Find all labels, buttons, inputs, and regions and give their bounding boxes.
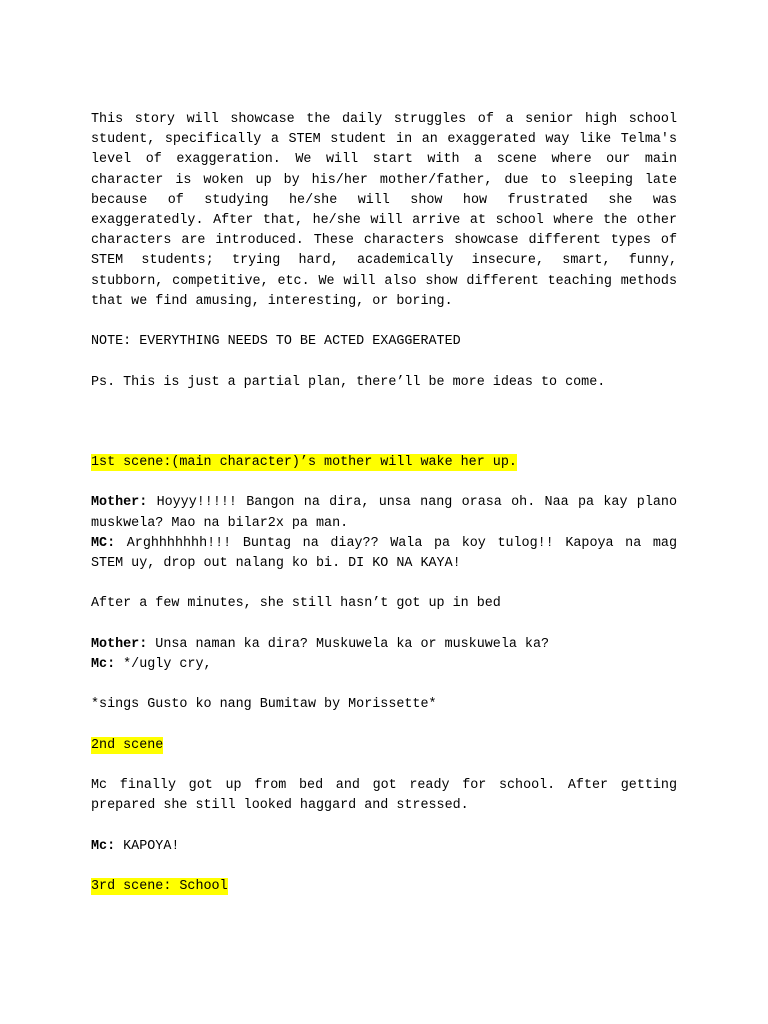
speaker-name: Mc: xyxy=(91,656,116,672)
scene3-heading-line xyxy=(91,877,677,897)
dialogue-text: Arghhhhhhh!!! Buntag na diay?? Wala pa koy tulog!! Kapoya na mag STEM uy, drop out nalang ko bi. DI KO NA KAYA! xyxy=(91,535,677,571)
speaker-name: Mother: xyxy=(91,636,148,652)
dialogue-text: KAPOYA! xyxy=(115,838,180,854)
spacer xyxy=(91,413,677,453)
scene2-heading-line xyxy=(91,736,677,756)
speaker-name: Mc: xyxy=(91,838,116,854)
dialogue-text: */ugly cry, xyxy=(115,656,212,672)
speaker-name: Mother: xyxy=(91,495,148,511)
scene1-heading: 1st scene:(main character)’s mother will wake her up. xyxy=(91,455,517,470)
ps-line: Ps. This is just a partial plan, there’ll be more ideas to come. xyxy=(91,374,606,390)
dialogue-text: Unsa naman ka dira? Muskuwela ka or muskuwela ka? xyxy=(147,636,550,652)
dialogue-line-mc-3 xyxy=(91,837,677,857)
scene3-heading: 3rd scene: School xyxy=(91,879,228,895)
dialogue-line-mother-1 xyxy=(91,493,677,533)
dialogue-line-mother-2 xyxy=(91,635,677,655)
scene2-narration: Mc finally got up from bed and got ready for school. After getting prepared she still looked haggard and stressed. xyxy=(91,778,677,814)
speaker-name: MC: xyxy=(91,535,116,551)
document-page xyxy=(91,110,677,918)
scene1-heading-line xyxy=(91,453,677,473)
scene1-dialogue-block-1 xyxy=(91,493,677,574)
scene1-song: *sings Gusto ko nang Bumitaw by Morissette* xyxy=(91,697,437,713)
scene2-heading: 2nd scene xyxy=(91,737,164,753)
dialogue-text: Hoyyy!!!!! Bangon na dira, unsa nang orasa oh. Naa pa kay plano muskwela? Mao na bilar2x pa man. xyxy=(91,495,677,531)
dialogue-line-mc-1 xyxy=(91,534,677,574)
scene1-narration: After a few minutes, she still hasn’t got up in bed xyxy=(91,596,501,612)
dialogue-line-mc-2 xyxy=(91,655,677,675)
intro-paragraph: This story will showcase the daily struggles of a senior high school student, specifically a STEM student in an exaggerated way like Telma's level of exaggeration. We will start with a scene where our main character is woken up by his/her mother/father, due to sleeping late because of studying he/she will show how frustrated she was exaggeratedly. After that, he/she will arrive at school where the other characters are introduced. These characters showcase different types of STEM students; trying hard, academically insecure, smart, funny, stubborn, competitive, etc. We will also show different teaching methods that we find amusing, interesting, or boring. xyxy=(91,112,677,309)
note-line: NOTE: EVERYTHING NEEDS TO BE ACTED EXAGGERATED xyxy=(91,334,461,350)
scene1-dialogue-block-2 xyxy=(91,635,677,675)
